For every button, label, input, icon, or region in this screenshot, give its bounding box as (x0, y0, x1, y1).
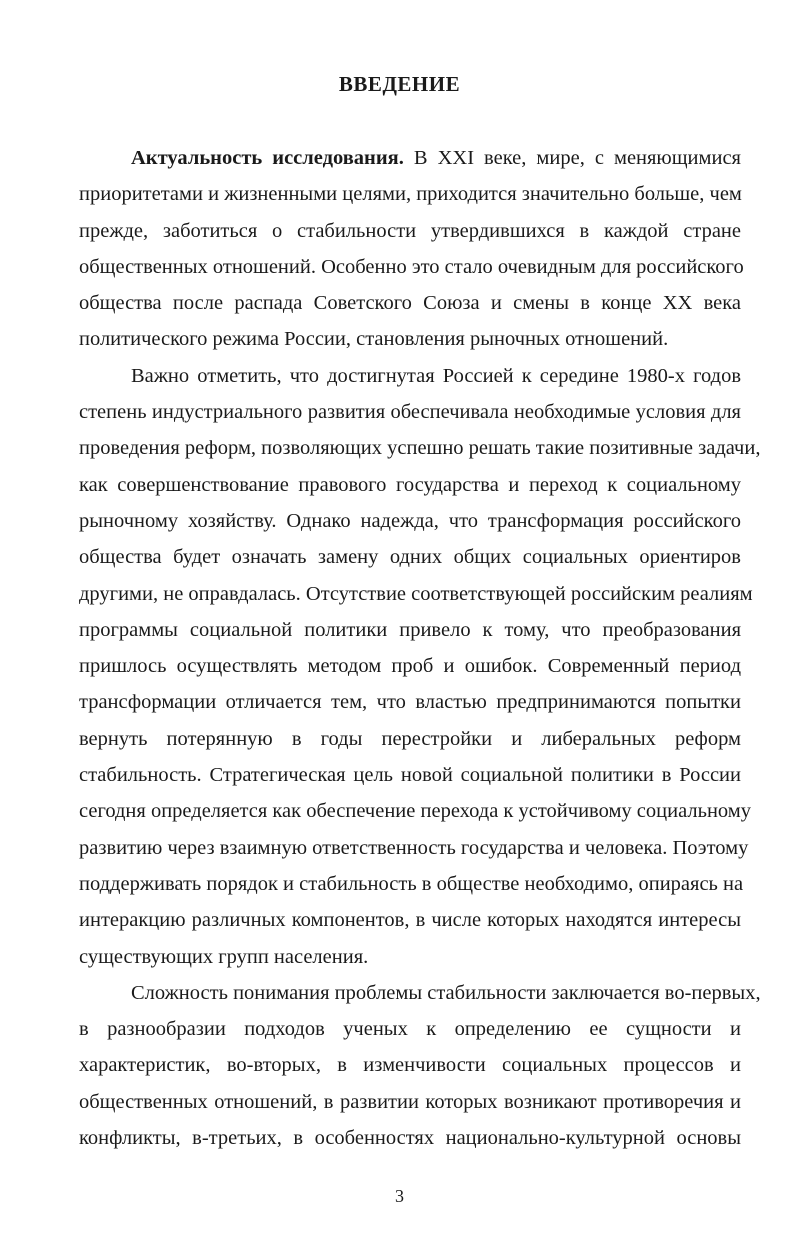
text-line: прежде, заботиться о стабильности утвердившихся в каждой стране (79, 219, 741, 242)
paragraph-relevance (79, 140, 744, 358)
text-line: сегодня определяется как обеспечение перехода к устойчивому социальному (79, 800, 751, 823)
text-line: Сложность понимания проблемы стабильности заключается во-первых, (131, 981, 761, 1004)
text-line: приоритетами и жизненными целями, приходится значительно больше, чем (79, 183, 742, 206)
text-line (79, 140, 741, 176)
text-line: трансформации отличается тем, что властью предпринимаются попытки (79, 691, 741, 714)
paragraph-stability-complexity (79, 975, 761, 1156)
text-line: общественных отношений, в развитии которых возникают противоречия и (79, 1090, 741, 1113)
text-line: существующих групп населения. (79, 945, 369, 968)
text-line: общества после распада Советского Союза и смены в конце XX века (79, 292, 741, 315)
section-heading: Актуальность исследования. (131, 147, 404, 169)
text-line: степень индустриального развития обеспечивала необходимые условия для (79, 401, 741, 424)
text-line: конфликты, в-третьих, в особенностях национально-культурной основы (79, 1127, 741, 1150)
text-line: другими, не оправдалась. Отсутствие соответствующей российским реалиям (79, 582, 753, 605)
page-title: ВВЕДЕНИЕ (338, 72, 461, 96)
text-line: интеракцию различных компонентов, в числе которых находятся интересы (79, 909, 741, 932)
text-line: в разнообразии подходов ученых к определению ее сущности и (79, 1018, 741, 1041)
text-line: как совершенствование правового государства и переход к социальному (79, 473, 741, 496)
text-line: политического режима России, становления рыночных отношений. (79, 328, 669, 351)
text-line: программы социальной политики привело к тому, что преобразования (79, 618, 741, 641)
text-line: общества будет означать замену одних общих социальных ориентиров (79, 546, 741, 569)
text-line: проведения реформ, позволяющих успешно решать такие позитивные задачи, (79, 437, 761, 460)
text-span: В XXI веке, мире, с меняющимися (403, 147, 741, 169)
text-line: Важно отметить, что достигнутая Россией к середине 1980-х годов (131, 364, 741, 387)
body-text (79, 140, 761, 1156)
text-line: стабильность. Стратегическая цель новой социальной политики в России (79, 764, 741, 787)
page-number: 3 (395, 1186, 404, 1206)
paragraph-industrial-development (79, 358, 761, 975)
text-line: вернуть потерянную в годы перестройки и либеральных реформ (79, 727, 741, 750)
text-line: общественных отношений. Особенно это стало очевидным для российского (79, 255, 744, 278)
text-line: пришлось осуществлять методом проб и ошибок. Современный период (79, 655, 741, 678)
text-line: поддерживать порядок и стабильность в обществе необходимо, опираясь на (79, 872, 744, 895)
text-line: характеристик, во-вторых, в изменчивости социальных процессов и (79, 1054, 741, 1077)
text-line: развитию через взаимную ответственность государства и человека. Поэтому (79, 836, 749, 859)
text-line: рыночному хозяйству. Однако надежда, что трансформация российского (79, 509, 741, 532)
